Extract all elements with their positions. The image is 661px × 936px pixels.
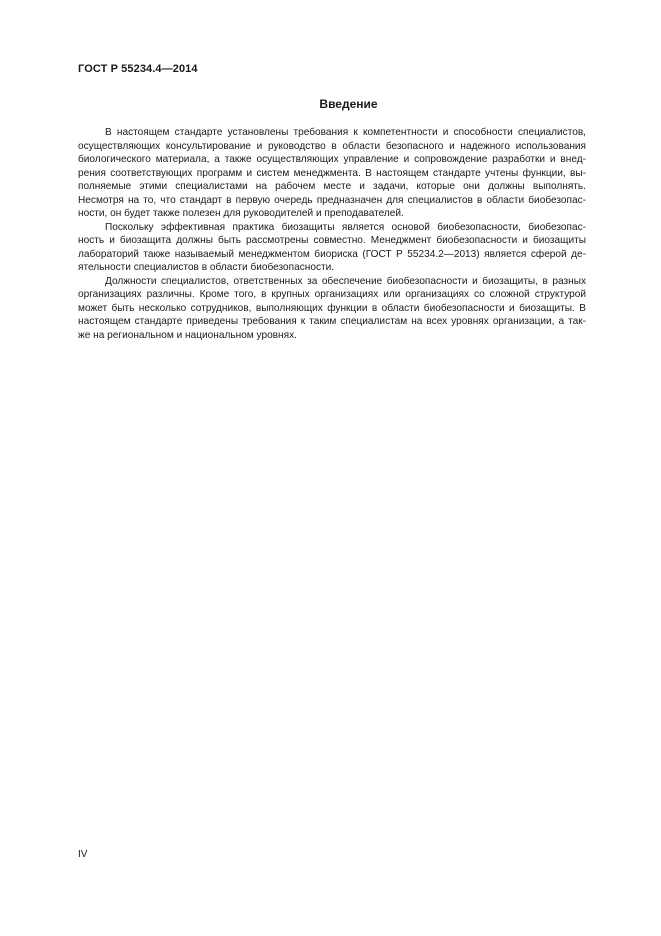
text-line: ятельности специалистов в области биобезопасности. — [78, 262, 335, 273]
text-line: организациях различны. Кроме того, в крупных организациях или организациях со сложной структурой — [78, 289, 586, 300]
text-line: ности, он будет также полезен для руководителей и преподавателей. — [78, 208, 404, 219]
text-line: Должности специалистов, ответственных за обеспечение биобезопасности и биозащиты, в разных — [105, 275, 586, 287]
text-line: биологического материала, а также осуществляющих управление и сопровождение разработки и внед- — [78, 154, 586, 165]
paragraph-1 — [78, 126, 586, 221]
text-line: может быть несколько сотрудников, выполняющих функции в области биобезопасности и биозащиты. В — [78, 302, 586, 314]
text-line: ность и биозащита должны быть рассмотрены совместно. Менеджмент биобезопасности и биозащиты — [78, 235, 586, 246]
text-line: Поскольку эффективная практика биозащиты является основой биобезопасности, биобезопас- — [105, 221, 586, 233]
body-text — [78, 126, 586, 342]
text-line: полняемые этими специалистами на рабочем месте и задачи, которые они должны выполнять. — [78, 181, 586, 192]
paragraph-2 — [78, 221, 586, 275]
section-title: Введение — [319, 97, 378, 111]
text-line: Несмотря на то, что стандарт в первую очередь предназначен для специалистов в области биобезопас- — [78, 194, 586, 206]
paragraph-3 — [78, 275, 586, 343]
text-line: рения соответствующих программ и систем менеджмента. В настоящем стандарте учтены функции, вы- — [78, 167, 586, 179]
text-line: осуществляющих консультирование и руководство в области безопасного и надежного использования — [78, 140, 586, 152]
text-line: настоящем стандарте приведены требования к таким специалистам на всех уровнях организации, а так- — [78, 316, 586, 327]
page-number: IV — [78, 849, 88, 860]
text-line: В настоящем стандарте установлены требования к компетентности и способности специалистов, — [105, 127, 586, 138]
text-line: же на региональном и национальном уровнях. — [78, 329, 297, 341]
text-line: лабораторий также называемый менеджментом биориска (ГОСТ Р 55234.2—2013) является сферой де- — [78, 248, 586, 260]
standard-id-header: ГОСТ Р 55234.4—2014 — [78, 63, 198, 75]
